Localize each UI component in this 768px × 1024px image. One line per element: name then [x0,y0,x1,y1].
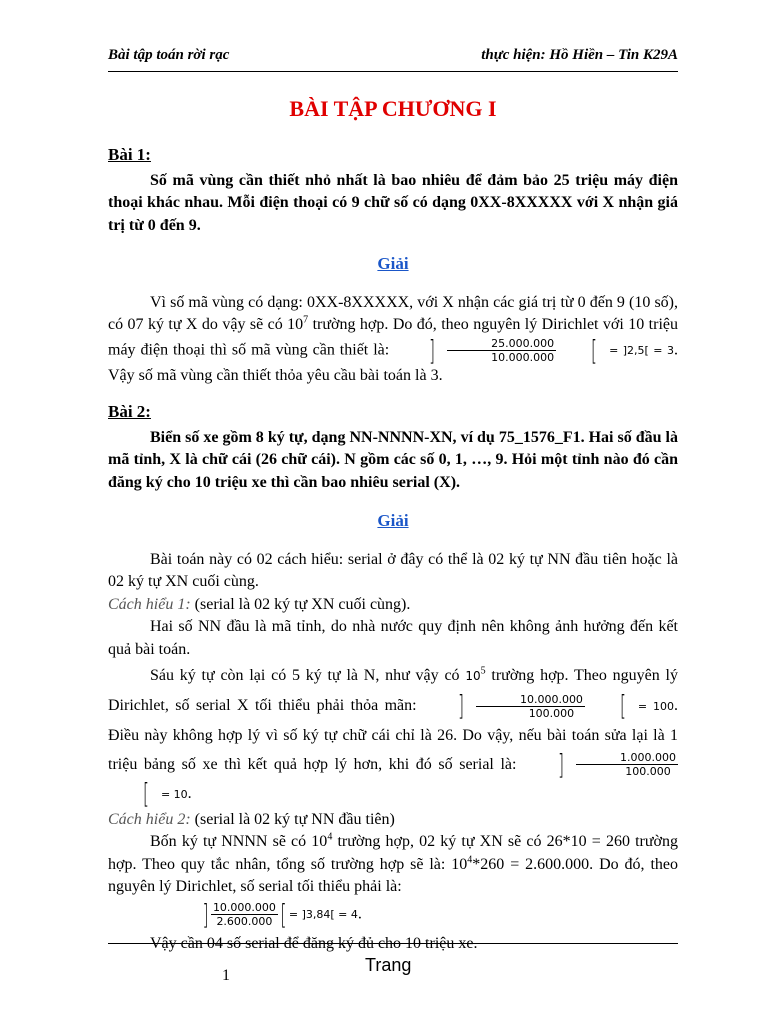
bai1-frac-result: = ]2,5[ = 3 [609,343,675,357]
bai1-sol-c: . Vậy số mã vùng cần thiết thỏa yêu cầu bài toán là 3. [108,341,679,384]
fraction-numerator: 1.000.000 [576,751,678,765]
formula-end: . [357,905,362,923]
bai1-problem: Số mã vùng cần thiết nhỏ nhất là bao nhiêu để đảm bảo 25 triệu máy điện thoại khác nhau. Mỗi điện thoại có 9 chữ số có dạng 0XX-8XXXXX với X nhận giá trị từ 0 đến 9. [108,171,678,234]
bai2-p3a: Sáu ký tự còn lại có 5 ký tự là N, như vậy có [150,667,466,684]
bai2-p3 [108,661,678,809]
pow-exp: 5 [480,665,486,677]
frac-result: = ]3,84[ = 4 [288,907,358,921]
footer-divider [108,943,678,944]
fraction-numerator: 10.000.000 [476,693,585,707]
fraction-numerator: 10.000.000 [212,901,276,915]
bai2-p3d: . [187,784,192,802]
bai2-cach1 [108,594,678,617]
bai1-solution [108,292,678,388]
fraction-denominator: 100.000 [625,765,671,779]
bai2-p3b: trường hợp. Theo nguyên lý Dirichlet, số serial X tối thiểu phải thỏa mãn: [108,667,679,714]
bai2-fraction-1 [476,693,585,720]
bai2-p5: Vậy cần 04 số serial để đăng ký đủ cho 10 triệu xe. [150,934,478,952]
fraction-denominator: 100.000 [528,706,575,720]
fraction-denominator: 10.000.000 [491,351,555,364]
page-title: BÀI TẬP CHƯƠNG I [289,96,497,121]
pow-exp: 4 [327,831,333,843]
cach-hieu-2-label: Cách hiểu 2: [108,810,191,828]
pow-exp: 4 [467,854,473,866]
bai2-fraction-2 [576,751,678,778]
bai2-fraction-3 [211,901,278,928]
bai2-p1: Bài toán này có 02 cách hiểu: serial ở đây có thể là 02 ký tự NN đầu tiên hoặc là 02 ký tự XN cuối cùng. [108,550,678,590]
bracket-left: ] [558,747,565,781]
header-right: thực hiện: Hồ Hiền – Tin K29A [481,47,678,63]
bai1-fraction [447,337,556,364]
fraction-denominator: 2.600.000 [216,915,273,929]
bai2-formula-3 [108,897,678,931]
bai2-p3c: . Điều này không hợp lý vì số ký tự chữ cái chỉ là 26. Do vậy, nếu bài toán sửa lại là 1 triệu bảng số xe thì kết quả hợp lý hơn, khi đó số serial là: [108,696,678,773]
bai1-sol-a: Vì số mã vùng có dạng: 0XX-8XXXXX, với X nhận các giá trị từ 0 đến 9 (10 số), có 07 ký tự X do vậy sẽ có 10 [108,293,678,333]
frac-result: = 100 [637,699,674,713]
cach-hieu-1-label: Cách hiểu 1: [108,595,191,613]
bracket-left: ] [202,897,209,931]
page-number: 1 [222,967,230,984]
bracket-right: [ [143,777,150,811]
bai2-p4 [108,831,678,899]
header-left: Bài tập toán rời rạc [108,47,230,63]
bai2-p2: Hai số NN đầu là mã tỉnh, do nhà nước quy định nên không ảnh hưởng đến kết quả bài toán. [108,618,678,658]
bai2-giai: Giải [377,511,409,530]
fraction-numerator: 25.000.000 [447,337,556,351]
cach-hieu-2-text: (serial là 02 ký tự NN đầu tiên) [190,810,395,828]
bai1-label: Bài 1: [108,145,151,164]
bai1-giai: Giải [377,254,409,273]
bai2-p4b: trường hợp, 02 ký tự XN sẽ có 26*10 = 260 trường hợp. Theo quy tắc nhân, tổng số trường hợp sẽ là: 10 [108,833,679,873]
document-body [108,144,678,955]
bai1-sol-sup: 7 [303,314,309,326]
pow-base: 10 [465,668,481,683]
bracket-left: ] [458,689,465,723]
page-header [108,47,678,72]
footer-trang: Trang [365,955,412,975]
bai1-sol-b: trường hợp. Do đó, theo nguyên lý Dirichlet với 10 triệu máy điện thoại thì số mã vùng cần thiết là: [108,316,678,359]
bracket-right: [ [591,333,598,367]
frac-result: = 10 [160,787,188,801]
bracket-left: ] [429,333,436,367]
bai2-problem: Biển số xe gồm 8 ký tự, dạng NN-NNNN-XN, ví dụ 75_1576_F1. Hai số đầu là mã tỉnh, X là chữ cái (26 chữ cái). N gồm các số 0, 1, …, 9. Hỏi một tỉnh nào đó cần đăng ký cho 10 triệu xe thì cần bao nhiêu serial (X). [108,428,678,491]
bai2-p4a: Bốn ký tự NNNN sẽ có 10 [150,833,328,851]
cach-hieu-1-text: (serial là 02 ký tự XN cuối cùng). [190,595,411,613]
bai2-p4c: *260 = 2.600.000. Do đó, theo nguyên lý Dirichlet, số serial tối thiểu phải là: [108,855,679,896]
bracket-right: [ [619,689,626,723]
bai2-cach2 [108,809,678,832]
bai2-label: Bài 2: [108,402,151,421]
bracket-right: [ [280,897,287,931]
